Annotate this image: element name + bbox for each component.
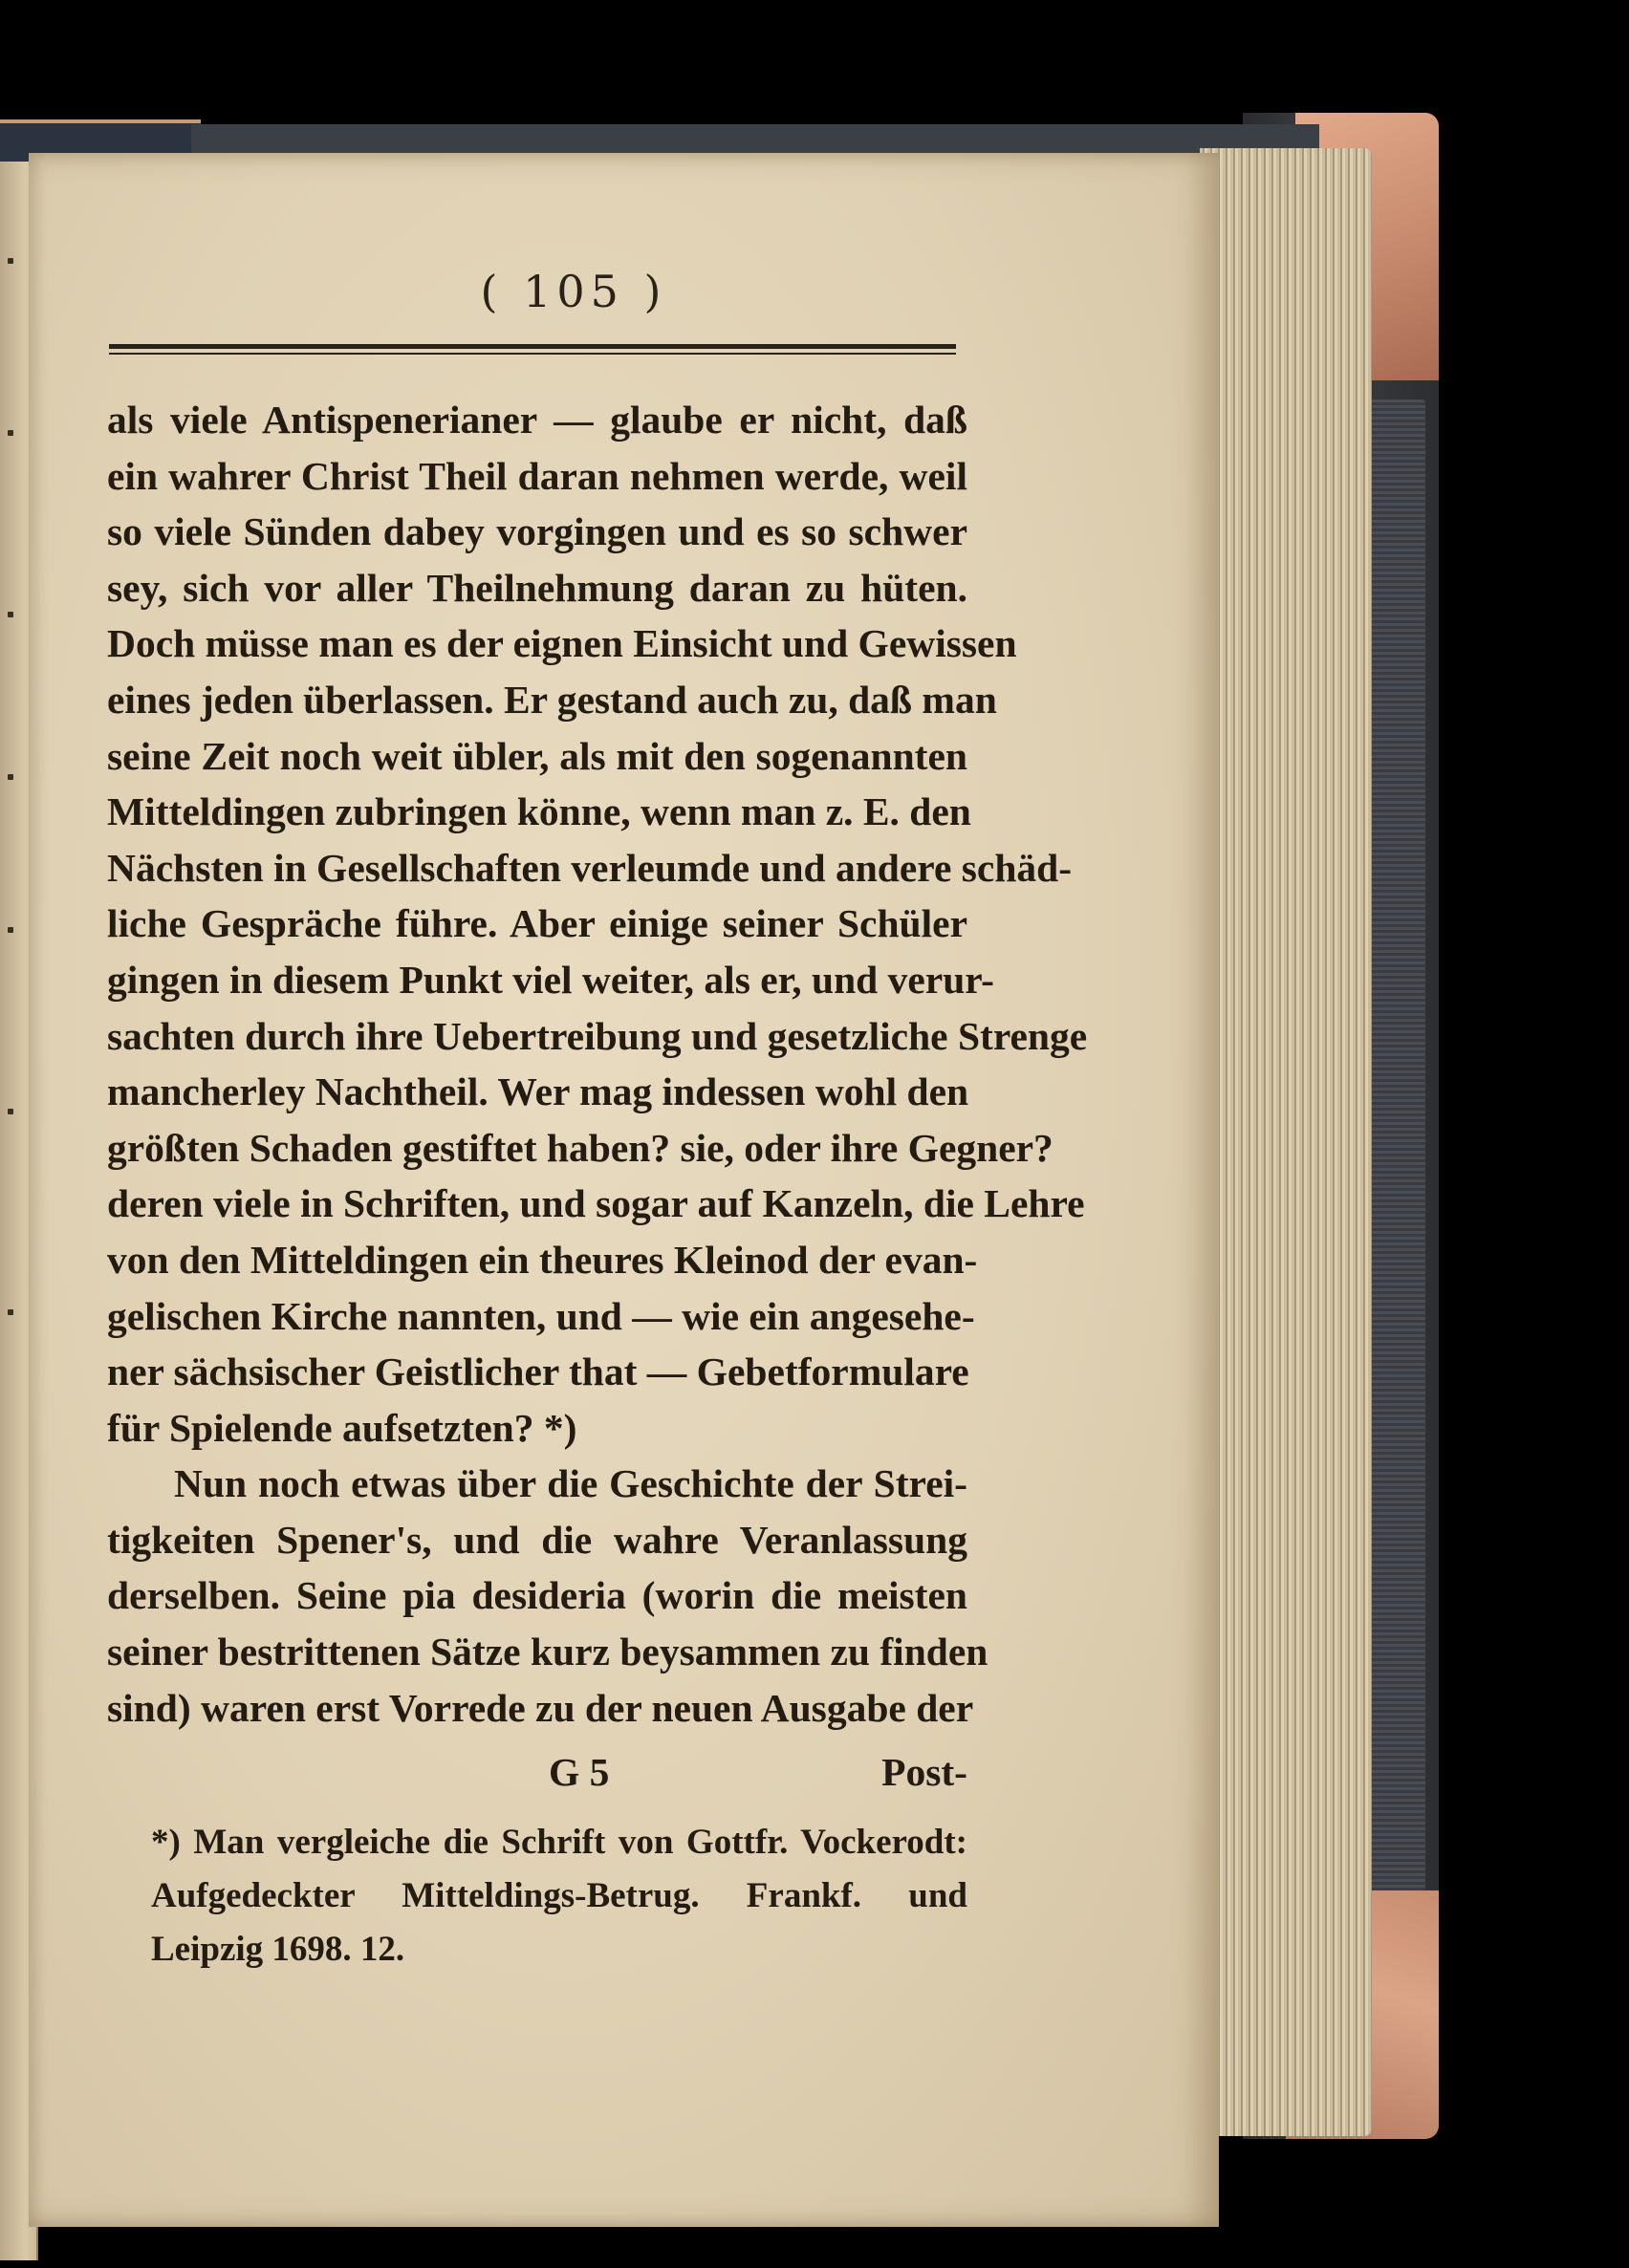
text-line: Mitteldingen zubringen könne, wenn man z. E. den — [107, 789, 971, 834]
text-line: seiner bestrittenen Sätze kurz beysammen zu finden — [107, 1630, 988, 1674]
text-line: für Spielende aufsetzten? *) — [107, 1405, 577, 1450]
signature-line — [107, 1749, 967, 1804]
text-line: als viele Antispenerianer — glaube er nicht, daß — [107, 398, 967, 442]
text-line: sind) waren erst Vorrede zu der neuen Ausgabe der — [107, 1685, 974, 1730]
left-page-ink-mark — [8, 258, 13, 264]
header-rule — [109, 344, 956, 355]
left-page-ink-mark — [8, 1309, 13, 1315]
left-page-ink-mark — [8, 927, 13, 933]
text-line: Nun noch etwas über die Geschichte der Strei- — [174, 1461, 967, 1506]
footnote-line: *) Man vergleiche die Schrift von Gottfr. Vockerodt: — [151, 1823, 967, 1862]
text-line: gingen in diesem Punkt viel weiter, als er, und verur- — [107, 957, 994, 1002]
left-page-ink-mark — [8, 612, 13, 617]
footnote — [107, 1816, 967, 1976]
text-line: sey, sich vor aller Theilnehmung daran zu hüten. — [107, 565, 967, 610]
page-number: ( 105 ) — [480, 266, 667, 317]
text-line: tigkeiten Spener's, und die wahre Veranlassung — [107, 1517, 967, 1562]
left-page-ink-mark — [8, 774, 13, 780]
body-text — [107, 392, 1088, 1736]
left-page-ink-mark — [8, 430, 13, 436]
text-line: so viele Sünden dabey vorgingen und es so schwer — [107, 509, 967, 554]
signature-mark: G 5 — [549, 1750, 610, 1794]
header-rule-thick — [109, 344, 956, 349]
headband — [191, 124, 1319, 153]
text-line: größten Schaden gestiftet haben? sie, oder ihre Gegner? — [107, 1125, 1053, 1170]
text-line: seine Zeit noch weit übler, als mit den sogenannten — [107, 733, 967, 778]
book-page — [29, 153, 1219, 2227]
text-line: Doch müsse man es der eignen Einsicht und Gewissen — [107, 621, 1017, 666]
text-line: gelischen Kirche nannten, und — wie ein angesehe- — [107, 1293, 975, 1338]
text-line: eines jeden überlassen. Er gestand auch zu, daß man — [107, 677, 997, 722]
text-line: von den Mitteldingen ein theures Kleinod der evan- — [107, 1237, 978, 1282]
text-line: ein wahrer Christ Theil daran nehmen werde, weil — [107, 453, 967, 498]
left-page-ink-mark — [8, 1109, 13, 1114]
header-rule-thin — [109, 353, 956, 355]
footnote-line: Aufgedeckter Mitteldings-Betrug. Frankf. und — [151, 1876, 967, 1915]
text-line: mancherley Nachtheil. Wer mag indessen wohl den — [107, 1069, 969, 1114]
catchword: Post- — [881, 1750, 967, 1794]
footnote-line: Leipzig 1698. 12. — [151, 1930, 405, 1969]
text-line: deren viele in Schriften, und sogar auf Kanzeln, die Lehre — [107, 1181, 1085, 1226]
text-line: liche Gespräche führe. Aber einige seiner Schüler — [107, 901, 967, 946]
text-line: sachten durch ihre Uebertreibung und gesetzliche Strenge — [107, 1013, 1088, 1058]
text-line: Nächsten in Gesellschaften verleumde und andere schäd- — [107, 845, 1073, 890]
text-line: ner sächsischer Geistlicher that — Gebetformulare — [107, 1350, 969, 1394]
text-line: derselben. Seine pia desideria (worin die meisten — [107, 1573, 967, 1618]
page-block-edge — [1200, 148, 1372, 2136]
cloth-board — [1368, 400, 1425, 1890]
